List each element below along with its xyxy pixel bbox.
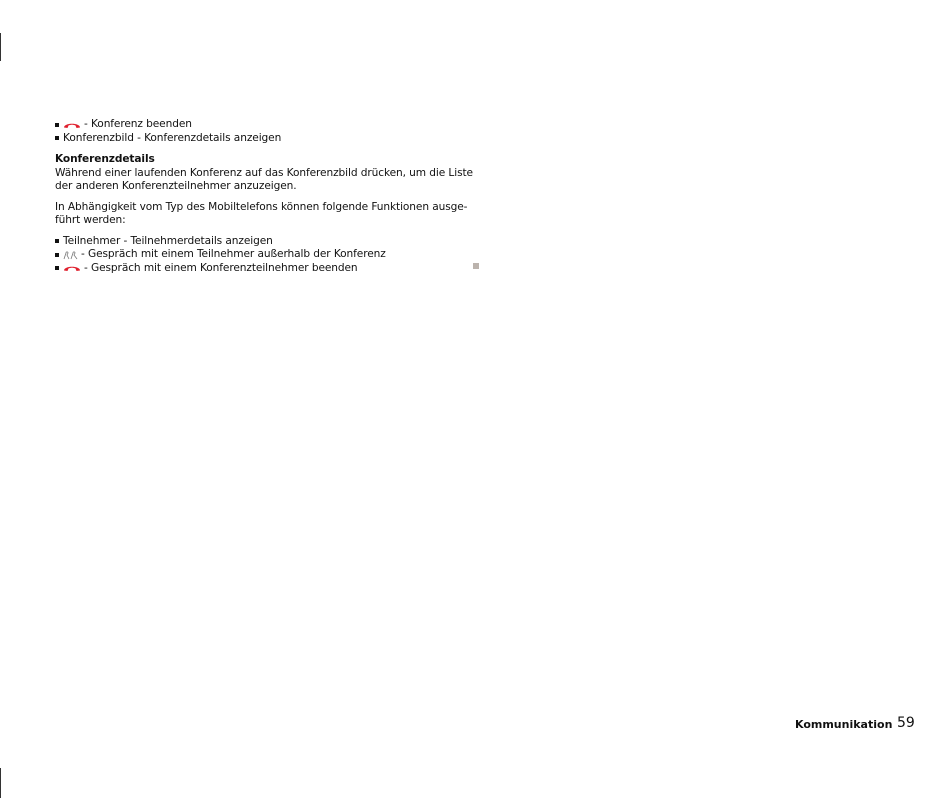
bullet <box>55 136 59 140</box>
bullet <box>55 239 59 243</box>
footer-section-title: Kommunikation <box>795 718 893 731</box>
bullet <box>55 266 59 270</box>
list-item-text: - Gespräch mit einem Teilnehmer außerhalb der Konferenz <box>81 248 386 260</box>
list-item <box>55 248 475 262</box>
section-end-marker <box>473 263 479 269</box>
list-item-text: Teilnehmer - Teilnehmerdetails anzeigen <box>63 234 273 247</box>
paragraph: Während einer laufenden Konferenz auf das Konferenzbild drücken, um die Liste der anderen Konferenzteilnehmer anzuzeigen. <box>55 166 473 192</box>
list-item-text: - Gespräch mit einem Konferenzteilnehmer beenden <box>84 261 358 274</box>
list-item <box>55 118 475 132</box>
list-item <box>55 132 475 146</box>
conference-actions-list <box>55 118 475 145</box>
list-item <box>55 262 475 276</box>
paragraph: In Abhängigkeit vom Typ des Mobiltelefons können folgende Funktionen ausge-führt werden: <box>55 200 468 226</box>
crop-mark-bottom <box>0 768 1 798</box>
private-call-icon <box>63 250 78 260</box>
list-item-text: Konferenzbild - Konferenzdetails anzeigen <box>63 131 282 144</box>
list-item <box>55 235 475 249</box>
page-number: 59 <box>897 715 915 731</box>
list-item-text: - Konferenz beenden <box>84 118 192 130</box>
crop-mark-top <box>0 33 1 61</box>
section-heading: Konferenzdetails <box>55 153 155 165</box>
hang-up-icon <box>63 121 81 129</box>
hang-up-icon <box>63 264 81 272</box>
page-content <box>55 118 475 275</box>
phone-functions-list <box>55 235 475 276</box>
bullet <box>55 123 59 127</box>
bullet <box>55 253 59 257</box>
